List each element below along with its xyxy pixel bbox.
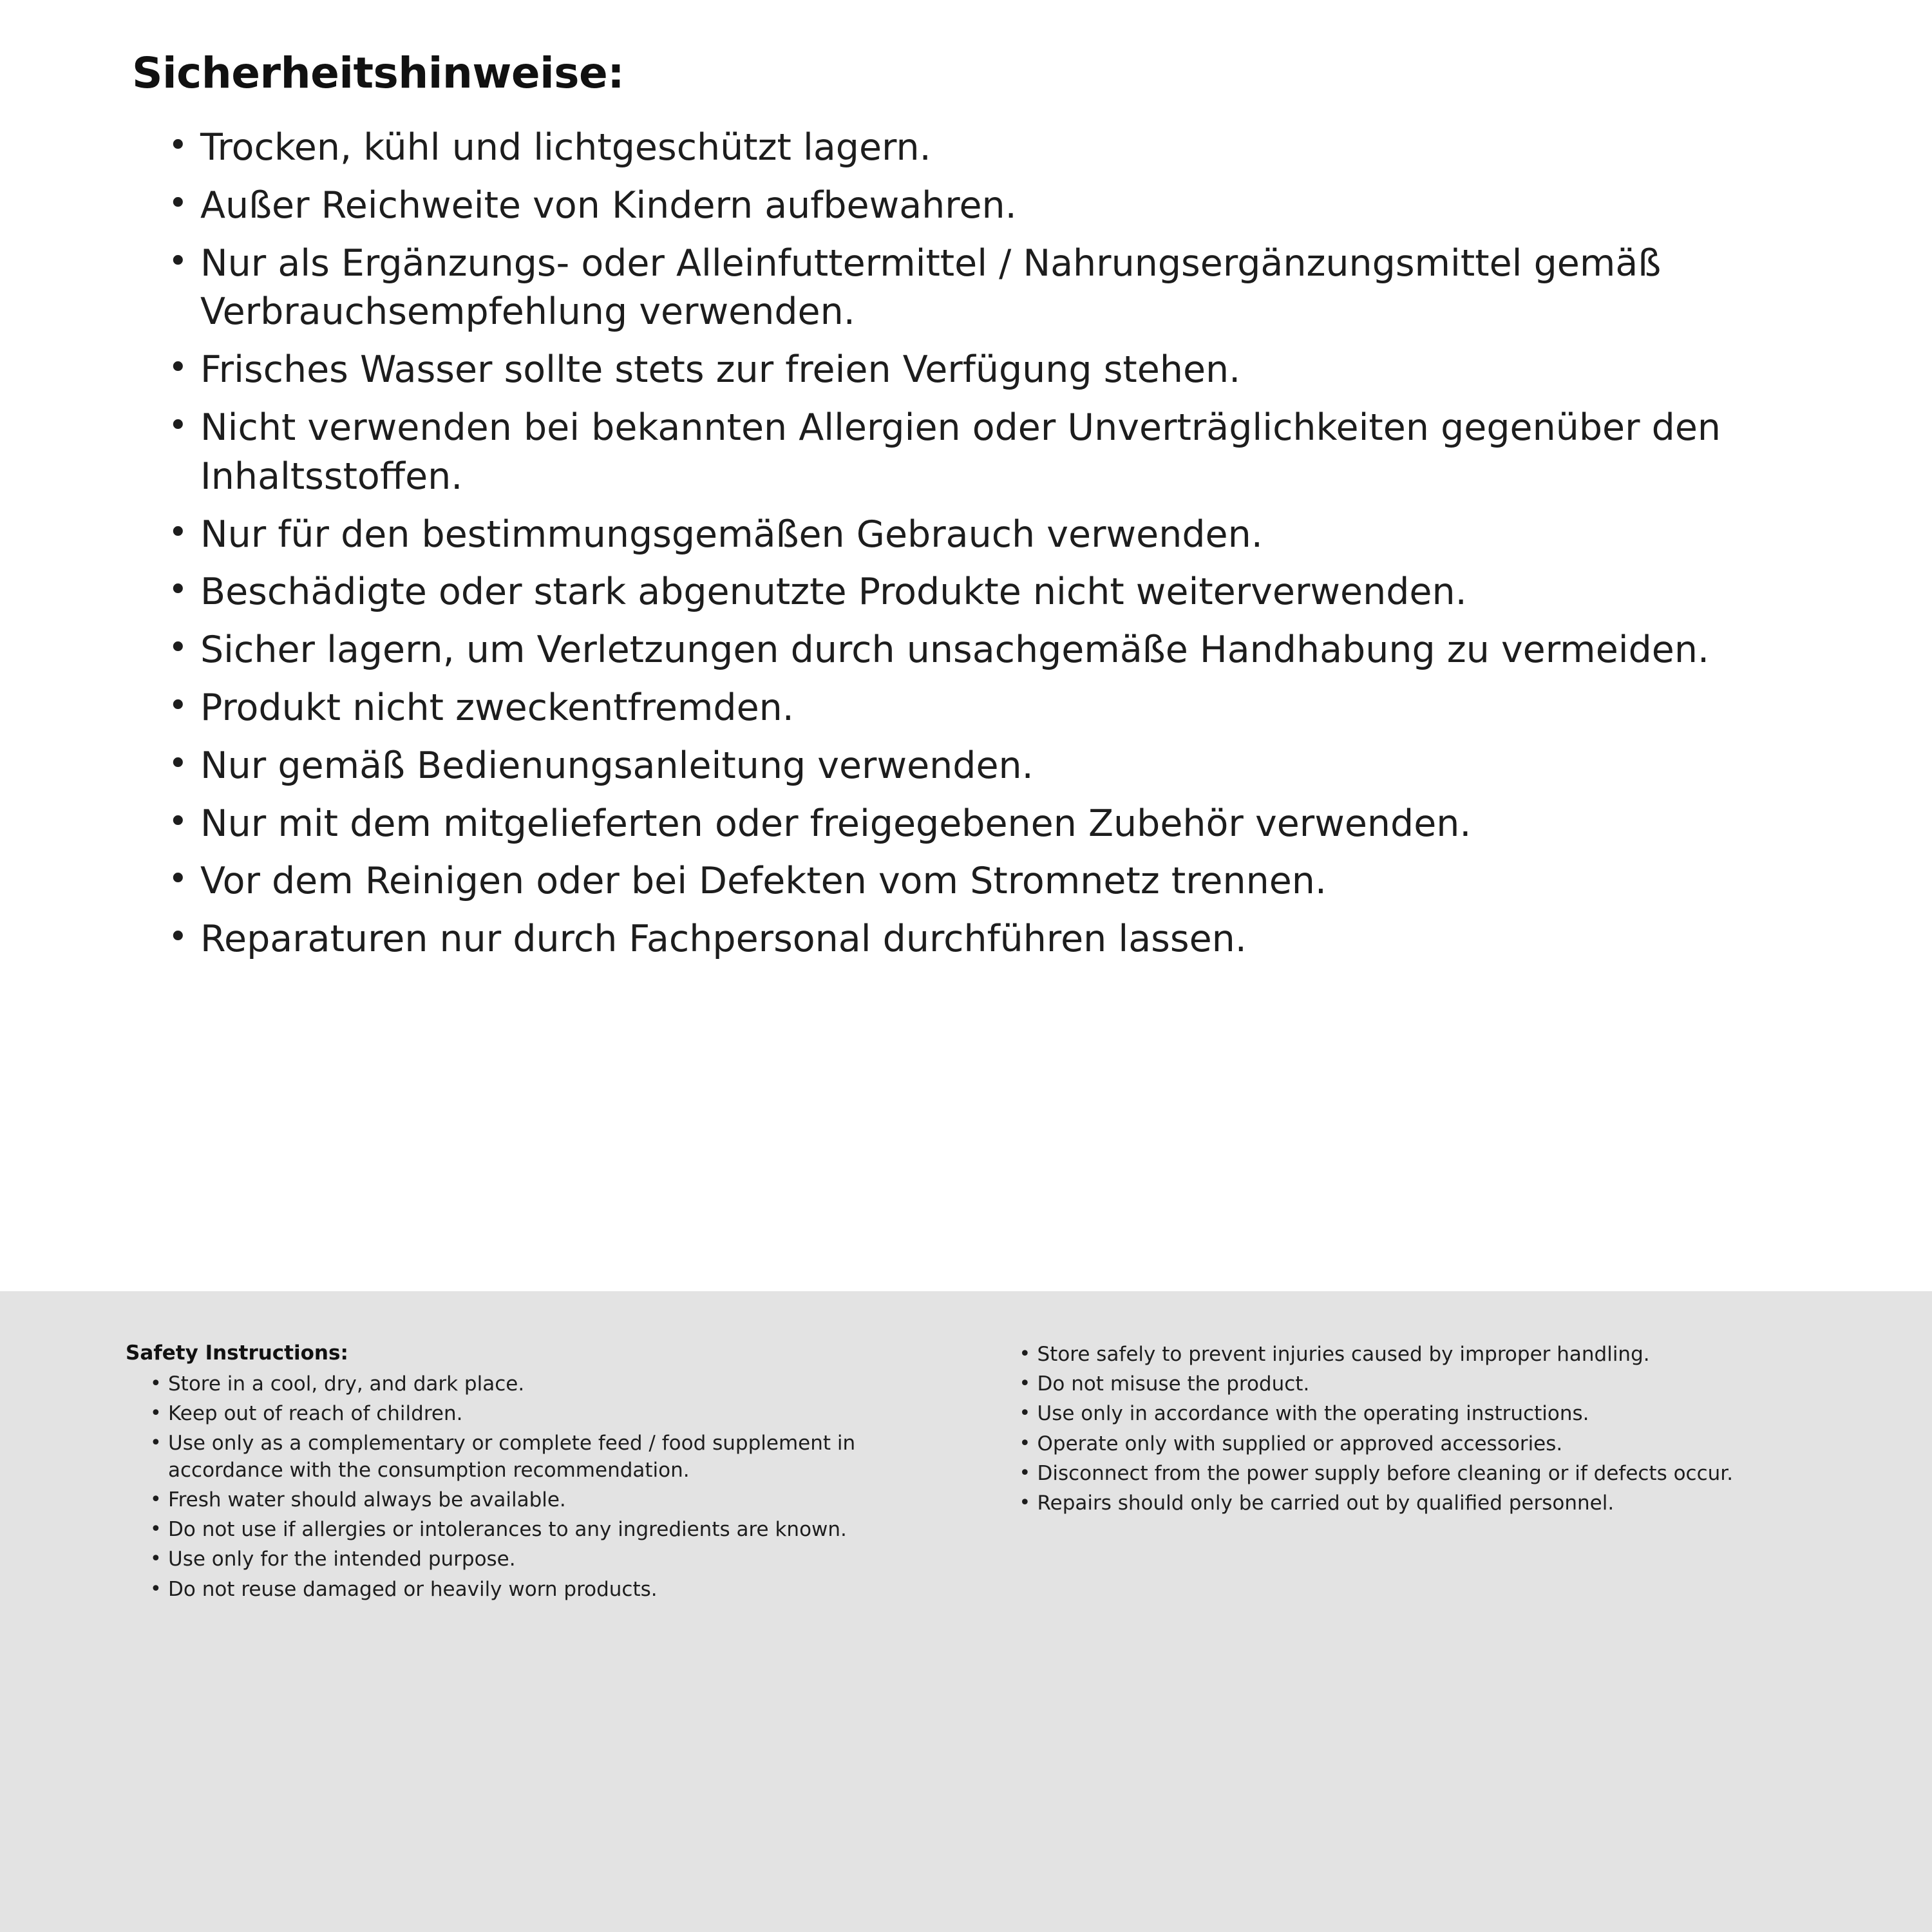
bullet-icon: • <box>1019 1372 1031 1396</box>
bullet-icon: • <box>1019 1461 1031 1484</box>
list-item-text: Nicht verwenden bei bekannten Allergien oder Unverträglichkeiten gegenüber den Inhaltsstoffen. <box>200 406 1721 498</box>
list-item <box>163 800 1855 849</box>
english-safety-list-left <box>126 1371 961 1603</box>
bullet-icon: • <box>168 802 188 841</box>
english-safety-section <box>0 1291 1932 1932</box>
list-item-text: Repairs should only be carried out by qualified personnel. <box>1037 1492 1615 1515</box>
list-item <box>1019 1431 1855 1457</box>
bullet-icon: • <box>168 571 188 610</box>
list-item-text: Keep out of reach of children. <box>168 1402 463 1426</box>
list-item <box>1019 1341 1855 1368</box>
english-column-left <box>126 1341 961 1606</box>
bullet-icon: • <box>150 1402 162 1425</box>
list-item-text: Frisches Wasser sollte stets zur freien Verfügung stehen. <box>200 348 1241 392</box>
bullet-icon: • <box>168 513 188 552</box>
bullet-icon: • <box>168 184 188 223</box>
bullet-icon: • <box>150 1488 162 1511</box>
list-item <box>1019 1371 1855 1397</box>
list-item-text: Außer Reichweite von Kindern aufbewahren. <box>200 184 1017 227</box>
bullet-icon: • <box>168 242 188 281</box>
list-item-text: Nur als Ergänzungs- oder Alleinfuttermittel / Nahrungsergänzungsmittel gemäß Verbrauchsempfehlung verwenden. <box>200 242 1662 334</box>
list-item-text: Use only as a complementary or complete feed / food supplement in accordance with the consumption recommendation. <box>168 1432 856 1482</box>
list-item <box>163 404 1855 502</box>
bullet-icon: • <box>150 1432 162 1455</box>
list-item-text: Do not use if allergies or intolerances to any ingredients are known. <box>168 1518 847 1542</box>
list-item-text: Use only in accordance with the operating instructions. <box>1037 1402 1589 1426</box>
list-item <box>163 857 1855 906</box>
bullet-icon: • <box>150 1372 162 1395</box>
list-item <box>150 1487 961 1513</box>
list-item-text: Do not reuse damaged or heavily worn products. <box>168 1577 658 1601</box>
list-item-text: Trocken, kühl und lichtgeschützt lagern. <box>200 126 931 169</box>
list-item-text: Fresh water should always be available. <box>168 1488 566 1511</box>
english-section-heading: Safety Instructions: <box>126 1341 348 1365</box>
list-item-text: Reparaturen nur durch Fachpersonal durchführen lassen. <box>200 918 1247 961</box>
german-section-heading: Sicherheitshinweise: <box>132 48 625 98</box>
bullet-icon: • <box>1019 1432 1031 1455</box>
list-item-text: Store in a cool, dry, and dark place. <box>168 1372 525 1396</box>
list-item-text: Vor dem Reinigen oder bei Defekten vom Stromnetz trennen. <box>200 860 1327 903</box>
english-safety-list-right <box>1019 1341 1855 1517</box>
list-item <box>150 1577 961 1603</box>
list-item-text: Disconnect from the power supply before cleaning or if defects occur. <box>1037 1461 1734 1485</box>
list-item-text: Produkt nicht zweckentfremden. <box>200 686 794 729</box>
bullet-icon: • <box>1019 1343 1031 1365</box>
list-item <box>1019 1461 1855 1487</box>
list-item-text: Nur gemäß Bedienungsanleitung verwenden. <box>200 744 1034 787</box>
list-item <box>1019 1490 1855 1517</box>
bullet-icon: • <box>1019 1492 1031 1515</box>
list-item-text: Nur für den bestimmungsgemäßen Gebrauch verwenden. <box>200 513 1263 556</box>
list-item <box>163 684 1855 733</box>
list-item <box>163 240 1855 337</box>
list-item <box>163 915 1855 964</box>
list-item <box>1019 1401 1855 1427</box>
list-item <box>150 1371 961 1397</box>
list-item-text: Use only for the intended purpose. <box>168 1548 516 1571</box>
list-item-text: Sicher lagern, um Verletzungen durch unsachgemäße Handhabung zu vermeiden. <box>200 629 1710 672</box>
bullet-icon: • <box>150 1577 162 1600</box>
bullet-icon: • <box>150 1518 162 1541</box>
bullet-icon: • <box>168 348 188 388</box>
bullet-icon: • <box>150 1548 162 1571</box>
list-item-text: Operate only with supplied or approved accessories. <box>1037 1432 1563 1455</box>
list-item <box>163 346 1855 395</box>
bullet-icon: • <box>1019 1402 1031 1425</box>
list-item <box>150 1546 961 1573</box>
list-item-text: Store safely to prevent injuries caused by improper handling. <box>1037 1343 1650 1366</box>
list-item-text: Do not misuse the product. <box>1037 1372 1310 1396</box>
list-item-text: Nur mit dem mitgelieferten oder freigegebenen Zubehör verwenden. <box>200 802 1472 845</box>
bullet-icon: • <box>168 406 188 445</box>
list-item <box>150 1430 961 1483</box>
bullet-icon: • <box>168 860 188 899</box>
list-item <box>150 1401 961 1427</box>
english-columns <box>126 1341 1855 1606</box>
bullet-icon: • <box>168 918 188 957</box>
list-item <box>163 511 1855 560</box>
list-item <box>163 568 1855 617</box>
bullet-icon: • <box>168 629 188 668</box>
list-item <box>163 182 1855 231</box>
bullet-icon: • <box>168 744 188 783</box>
list-item <box>163 124 1855 173</box>
list-item <box>163 742 1855 791</box>
list-item-text: Beschädigte oder stark abgenutzte Produkte nicht weiterverwenden. <box>200 571 1467 614</box>
bullet-icon: • <box>168 126 188 165</box>
bullet-icon: • <box>168 686 188 725</box>
english-column-right <box>1019 1341 1855 1520</box>
german-safety-list <box>126 124 1855 964</box>
list-item <box>163 626 1855 675</box>
list-item <box>150 1517 961 1543</box>
